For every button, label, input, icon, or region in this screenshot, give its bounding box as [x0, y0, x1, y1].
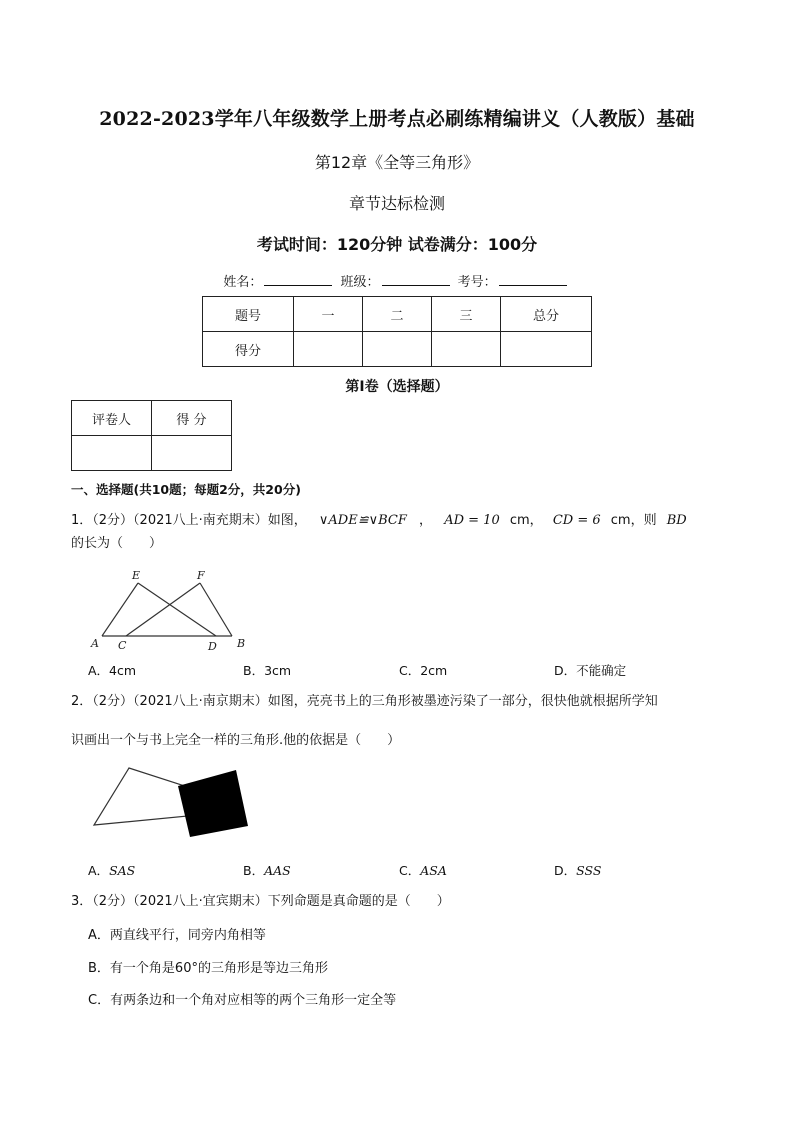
question-1-option-d[interactable]: D．不能确定 [554, 663, 627, 678]
name-blank[interactable] [264, 273, 332, 286]
score-row-label: 得分 [203, 332, 294, 367]
part-title: 第Ⅰ卷（选择题） [345, 379, 449, 395]
score-table-row [203, 332, 592, 367]
question-3-stem: 3．（2分）（2021八上·宜宾期末）下列命题是真命题的是（ ） [71, 894, 450, 909]
score-header-cell: 二 [363, 297, 432, 332]
grader-cell[interactable] [72, 436, 152, 471]
score-header-cell: 题号 [203, 297, 294, 332]
question-1-math: AD = 10 [444, 513, 500, 528]
question-2-option-a[interactable]: A．SAS [88, 863, 136, 878]
grader-header-row [72, 401, 232, 436]
score-table [202, 296, 592, 367]
question-2-line1: 2．（2分）（2021八上·南京期末）如图，亮亮书上的三角形被墨迹污染了一部分，很快他就根据所学知 [71, 694, 658, 709]
question-2-option-b[interactable]: B．AAS [243, 863, 291, 878]
question-1-math: CD = 6 [552, 513, 601, 528]
section-subtitle: 章节达标检测 [348, 194, 445, 213]
exam-info: 考试时间：120分钟 试卷满分：100分 [256, 235, 538, 254]
point-label-a: A [91, 637, 99, 650]
ink-blot [178, 770, 248, 837]
question-2-line2: 识画出一个与书上完全一样的三角形.他的依据是（ ） [71, 733, 401, 748]
score-header-cell: 总分 [501, 297, 592, 332]
question-3-choice-c[interactable]: C．有两条边和一个角对应相等的两个三角形一定全等 [88, 993, 397, 1008]
question-1 [71, 509, 731, 555]
question-1-option-b[interactable]: B．3cm [243, 663, 292, 678]
id-label: 考号： [457, 275, 497, 290]
point-label-d: D [208, 640, 217, 653]
class-label: 班级： [340, 275, 380, 290]
question-3-choice-a[interactable]: A．两直线平行，同旁内角相等 [88, 928, 266, 943]
score-header-cell: 三 [432, 297, 501, 332]
section-title: 一、选择题(共10题；每题2分，共20分) [71, 482, 301, 497]
grader-header-cell: 得 分 [152, 401, 232, 436]
question-2 [71, 690, 721, 752]
question-1-option-a[interactable]: A．4cm [88, 663, 137, 678]
class-blank[interactable] [382, 273, 450, 286]
question-1-text: cm， [509, 513, 543, 528]
grader-header-cell: 评卷人 [72, 401, 152, 436]
score-cell[interactable] [363, 332, 432, 367]
point-label-f: F [197, 569, 205, 582]
question-1-line2: 的长为（ ） [71, 536, 163, 551]
question-1-option-c[interactable]: C．2cm [399, 663, 448, 678]
score-header-cell: 一 [294, 297, 363, 332]
question-1-prefix: 1．（2分）（2021八上·南充期末）如图， [71, 513, 307, 528]
point-label-c: C [118, 639, 127, 652]
score-cell[interactable] [432, 332, 501, 367]
grader-table [71, 400, 232, 471]
question-1-math: ∨ADE≌∨BCF [318, 513, 407, 528]
point-label-b: B [237, 637, 246, 650]
document-title: 2022-2023学年八年级数学上册考点必刷练精编讲义（人教版）基础 [99, 108, 695, 130]
question-2-option-c[interactable]: C．ASA [399, 863, 447, 878]
point-label-e: E [132, 569, 141, 582]
question-1-text: ， [419, 513, 433, 528]
id-blank[interactable] [499, 273, 567, 286]
ink-stained-triangle-figure [88, 760, 258, 842]
grader-cell[interactable] [152, 436, 232, 471]
score-table-header-row [203, 297, 592, 332]
question-2-option-d[interactable]: D．SSS [554, 863, 602, 878]
question-1-math: BD [666, 513, 687, 528]
chapter-title: 第12章《全等三角形》 [314, 153, 480, 172]
score-cell[interactable] [294, 332, 363, 367]
name-label: 姓名： [223, 275, 263, 290]
triangle-figure-1 [88, 566, 258, 654]
score-cell[interactable] [501, 332, 592, 367]
question-1-text: cm，则 [610, 513, 657, 528]
question-3-choice-b[interactable]: B．有一个角是60°的三角形是等边三角形 [88, 961, 328, 976]
student-fields [0, 271, 794, 290]
grader-row [72, 436, 232, 471]
